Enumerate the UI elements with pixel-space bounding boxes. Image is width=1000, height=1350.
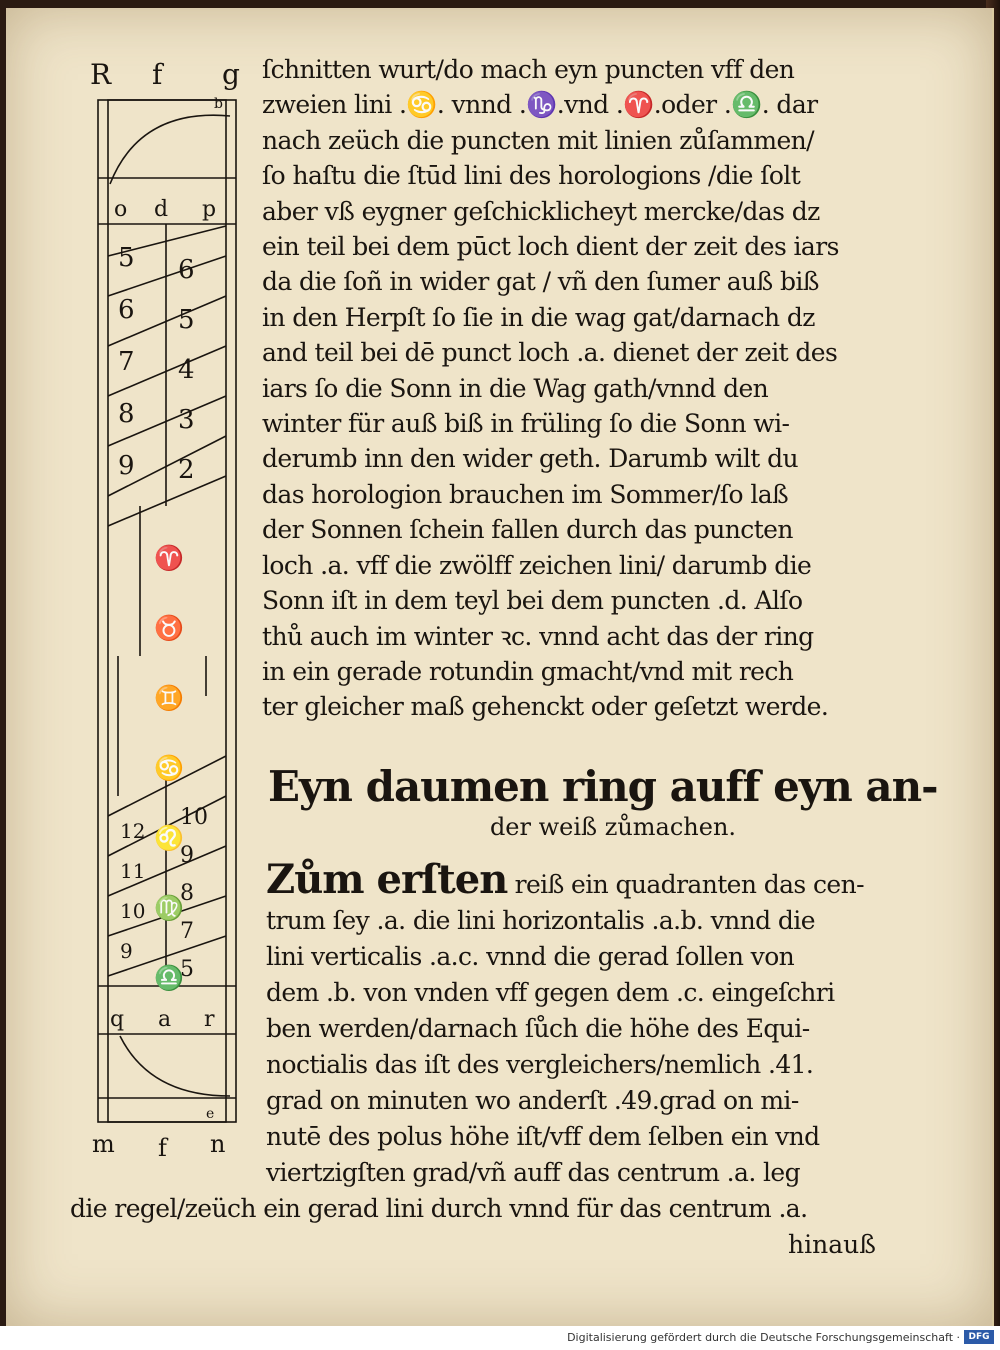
- diagram-label: p: [202, 197, 217, 222]
- diagram-label: 6: [118, 295, 135, 325]
- full-width-line: die regel/zeüch ein gerad lini durch vnnd für das centrum .a.: [70, 1194, 808, 1223]
- diagram-label: d: [154, 197, 169, 222]
- text-line: ſo haſtu die ſtūd lini des horologions /die ſolt: [262, 161, 801, 191]
- text-line: der Sonnen ſchein fallen durch das puncten: [262, 515, 793, 545]
- text-line: in ein gerade rotundin gmacht/vnd mit rech: [262, 656, 794, 686]
- text-line: aber vß eygner geſchicklicheyt mercke/das dz: [262, 196, 820, 226]
- ring-sundial-diagram: [80, 56, 250, 1166]
- diagram-label: r: [204, 1007, 215, 1032]
- text-line: ſchnitten wurt/do mach eyn puncten vff den: [262, 55, 795, 84]
- diagram-label: b: [214, 96, 223, 112]
- diagram-label: 12: [120, 819, 146, 843]
- text-line: lini verticalis .a.c. vnnd die gerad ſollen von: [266, 942, 795, 971]
- text-line: zweien lini .♋. vnnd .♑.vnd .♈.oder .♎. dar: [262, 90, 818, 120]
- dfg-logo: DFG: [964, 1330, 994, 1344]
- diagram-label: 8: [118, 399, 135, 429]
- footer-credit: Digitalisierung gefördert durch die Deutsche Forschungsgemeinschaft ·: [567, 1331, 960, 1344]
- text-line: ben werden/darnach ſůch die höhe des Equi-: [266, 1014, 810, 1043]
- diagram-label: ♉: [154, 614, 184, 642]
- text-line: iars ſo die Sonn in die Wag gath/vnnd den: [262, 373, 769, 403]
- text-line: dem .b. von vnden vff gegen dem .c. eingeſchri: [266, 978, 835, 1007]
- diagram-label: 6: [178, 255, 195, 285]
- diagram-label: o: [114, 197, 128, 222]
- diagram-label: 8: [180, 881, 194, 906]
- catchword: hinauß: [788, 1230, 876, 1259]
- text-line: nach zeüch die puncten mit linien zůſammen/: [262, 125, 814, 155]
- main-text-block: [262, 52, 894, 725]
- text-line: loch .a. vff die zwölff zeichen lini/ darumb die: [262, 550, 812, 580]
- diagram-label: 2: [178, 455, 195, 485]
- text-line: das horologion brauchen im Sommer/ſo laß: [262, 479, 789, 509]
- text-line: nutē des polus höhe iſt/vff dem ſelben ein vnd: [266, 1122, 820, 1151]
- text-line: grad on minuten wo anderſt .49.grad on mi-: [266, 1086, 799, 1115]
- diagram-label: 9: [118, 451, 135, 481]
- diagram-label: ♍: [154, 894, 184, 922]
- diagram-label: 5: [118, 243, 135, 273]
- diagram-label: a: [158, 1007, 172, 1032]
- diagram-label: f: [152, 58, 163, 91]
- diagram-label: ♎: [154, 964, 184, 992]
- diagram-label: ♌: [154, 824, 184, 852]
- heading-line-1: Eyn daumen ring auff eyn an-: [268, 762, 938, 811]
- first-line-rest: reiß ein quadranten das cen-: [507, 870, 864, 899]
- diagram-label: 10: [120, 899, 146, 923]
- diagram-label: 7: [180, 919, 194, 944]
- diagram-label: 5: [180, 957, 194, 982]
- diagram-label: 9: [120, 939, 133, 963]
- diagram-label: q: [110, 1007, 125, 1032]
- diagram-label: 9: [180, 843, 194, 868]
- second-paragraph: [266, 856, 886, 1191]
- text-line: ein teil bei dem pūct loch dient der zeit des iars: [262, 232, 839, 262]
- text-line: and teil bei dē punct loch .a. dienet der zeit des: [262, 338, 838, 368]
- text-line: ter gleicher maß gehenckt oder geſetzt werde.: [262, 692, 829, 722]
- diagram-label: 7: [118, 347, 135, 377]
- diagram-label: g: [222, 58, 240, 91]
- text-line: in den Herpſt ſo ſie in die wag gat/darnach dz: [262, 302, 815, 332]
- text-line: Sonn iſt in dem teyl bei dem puncten .d. Alſo: [262, 586, 803, 616]
- diagram-label: 10: [180, 805, 208, 830]
- diagram-label: R: [90, 58, 112, 91]
- text-line: trum ſey .a. die lini horizontalis .a.b. vnnd die: [266, 906, 815, 935]
- paragraph-first-line: [266, 856, 886, 903]
- heading-line-2: der weiß zůmachen.: [489, 813, 737, 841]
- text-line: noctialis das iſt des vergleichers/nemlich .41.: [266, 1050, 814, 1079]
- digitization-footer: [0, 1326, 1000, 1350]
- text-line: da die ſoñ in wider gat / vñ den ſumer auß biß: [262, 267, 819, 297]
- diagram-label: ♈: [154, 544, 184, 572]
- initial-words: Zům erſten: [266, 856, 508, 903]
- text-line: viertzigſten grad/vñ auff das centrum .a. leg: [266, 1158, 801, 1187]
- diagram-label: e: [206, 1106, 215, 1122]
- diagram-label: 5: [178, 305, 195, 335]
- diagram-label: 3: [178, 405, 195, 435]
- text-line: winter für auß biß in früling ſo die Sonn wi-: [262, 409, 790, 439]
- text-line: derumb inn den wider geth. Darumb wilt du: [262, 444, 798, 474]
- diagram-label: 4: [178, 355, 195, 385]
- diagram-label: n: [210, 1130, 226, 1158]
- text-line: thů auch im winter ꝛc. vnnd acht das der ring: [262, 621, 814, 651]
- diagram-label: ♊: [154, 684, 184, 712]
- section-heading: [268, 762, 938, 841]
- diagram-label: m: [92, 1130, 115, 1158]
- diagram-label: 11: [120, 859, 146, 883]
- diagram-label: ♋: [154, 754, 184, 782]
- diagram-label: f: [158, 1134, 167, 1162]
